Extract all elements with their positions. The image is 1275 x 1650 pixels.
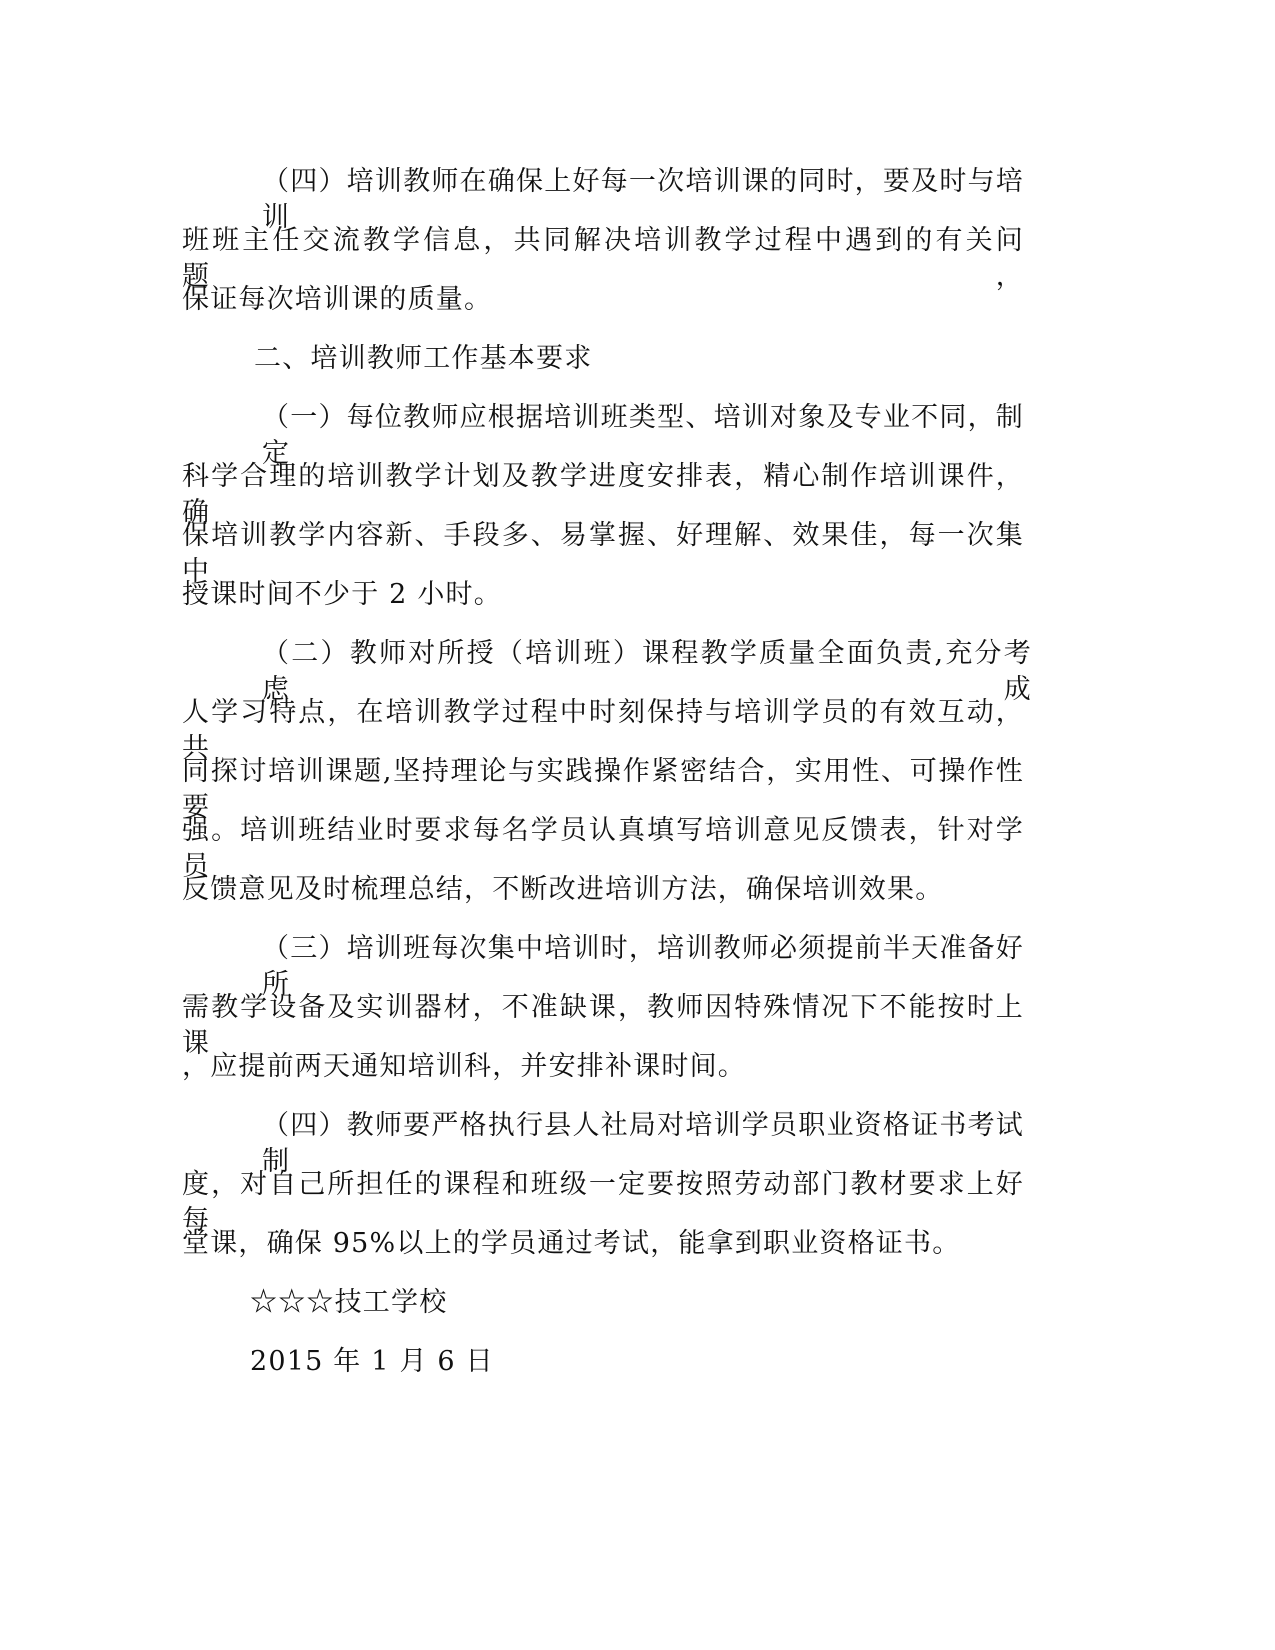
paragraph-4b-line-1: （四）教师要严格执行县人社局对培训学员职业资格证书考试制 [262, 1110, 1024, 1177]
paragraph-2-line-3: 同探讨培训课题,坚持理论与实践操作紧密结合，实用性、可操作性要 [182, 756, 1024, 823]
paragraph-2-line-5: 反馈意见及时梳理总结，不断改进培训方法，确保培训效果。 [182, 874, 944, 905]
section-heading-2: 二、培训教师工作基本要求 [254, 343, 593, 374]
paragraph-2-line-4: 强。培训班结业时要求每名学员认真填写培训意见反馈表，针对学员 [182, 815, 1024, 882]
paragraph-2-line-2: 人学习特点，在培训教学过程中时刻保持与培训学员的有效互动，共 [182, 697, 1024, 764]
paragraph-4b-line-2: 度，对自己所担任的课程和班级一定要按照劳动部门教材要求上好每 [182, 1169, 1024, 1236]
paragraph-2-line-1: （二）教师对所授（培训班）课程教学质量全面负责,充分考虑成 [262, 638, 1032, 705]
paragraph-4-line-3: 保证每次培训课的质量。 [182, 284, 493, 315]
signature-school: ☆☆☆技工学校 [250, 1287, 448, 1318]
paragraph-1-line-1: （一）每位教师应根据培训班类型、培训对象及专业不同，制定 [262, 402, 1024, 469]
paragraph-3-line-2: 需教学设备及实训器材，不准缺课，教师因特殊情况下不能按时上课 [182, 992, 1024, 1059]
paragraph-4-line-2: 班班主任交流教学信息，共同解决培训教学过程中遇到的有关问题， [182, 225, 1024, 292]
paragraph-3-line-3: ，应提前两天通知培训科，并安排补课时间。 [182, 1051, 746, 1082]
paragraph-1-line-3: 保培训教学内容新、手段多、易掌握、好理解、效果佳，每一次集中 [182, 520, 1024, 587]
signature-date: 2015 年 1 月 6 日 [250, 1346, 494, 1377]
paragraph-1-line-2: 科学合理的培训教学计划及教学进度安排表，精心制作培训课件，确 [182, 461, 1024, 528]
paragraph-1-line-4: 授课时间不少于 2 小时。 [182, 579, 502, 610]
paragraph-3-line-1: （三）培训班每次集中培训时，培训教师必须提前半天准备好所 [262, 933, 1024, 1000]
paragraph-4b-line-3: 堂课，确保 95%以上的学员通过考试，能拿到职业资格证书。 [182, 1228, 961, 1259]
paragraph-4-line-1: （四）培训教师在确保上好每一次培训课的同时，要及时与培训 [262, 166, 1024, 233]
